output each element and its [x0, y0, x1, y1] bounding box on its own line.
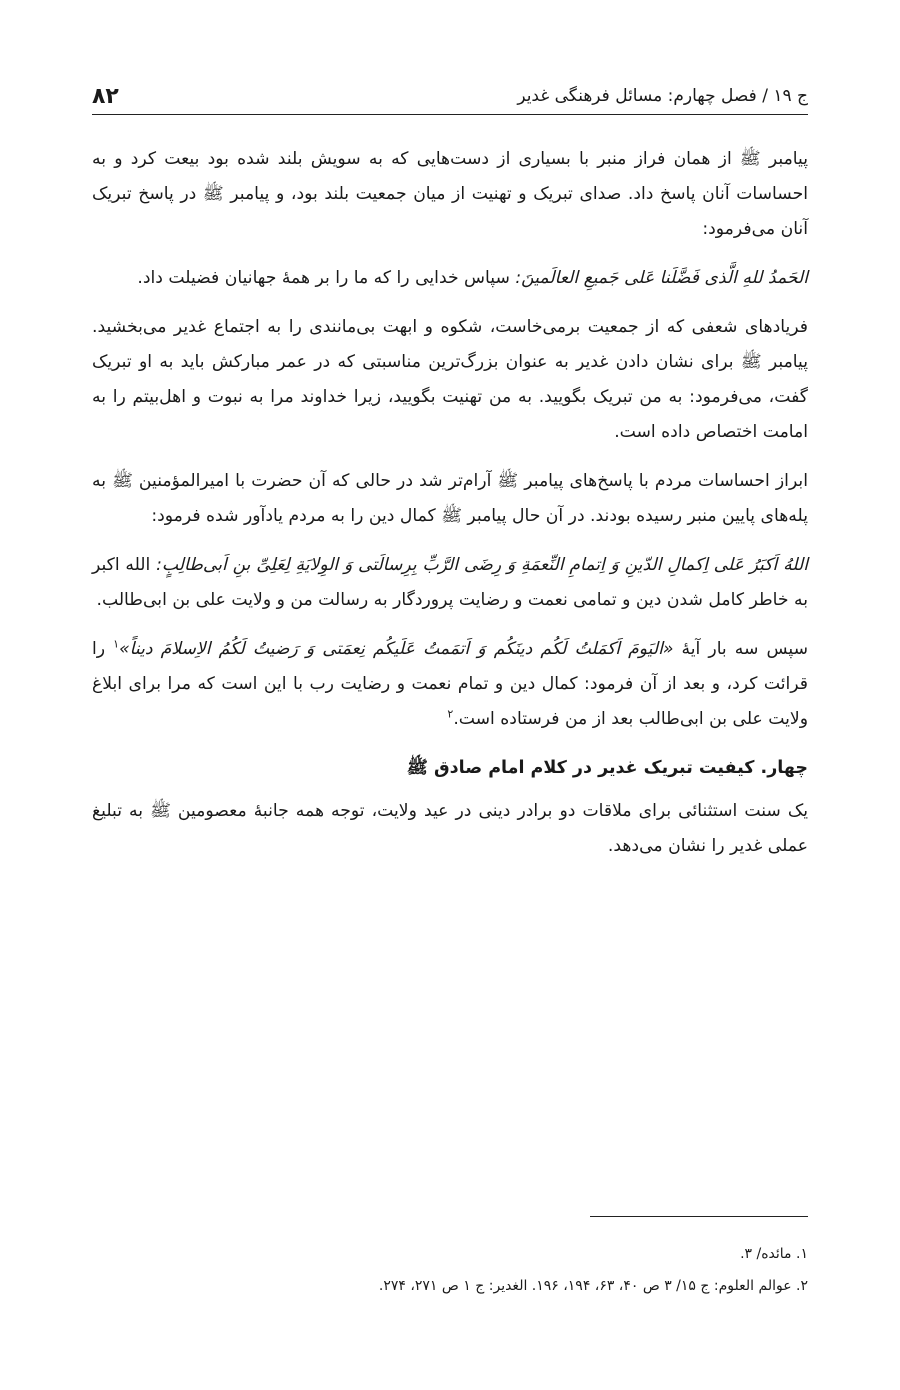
paragraph-text: پیامبر ﷺ از همان فراز منبر با بسیاری از دست‌هایی که به سویش بلند شده بود بیعت کرد و به احساسات آنان پاسخ داد. صدای تبریک و تهنیت از میان جمعیت بلند بود، و پیامبر ﷺ در پاسخ تبریک آنان می‌فرمود:: [92, 149, 808, 239]
paragraph-4: [92, 464, 808, 534]
page-header: [92, 78, 808, 115]
quran-verse: «الیَومَ اَکمَلتُ لَکُم دینَکُم وَ اَتمَمتُ عَلَیکُم نِعمَتی وَ رَضیتُ لَکُمُ الاِسلامَ دیناً»: [119, 639, 674, 659]
paragraph-2: [92, 261, 808, 296]
paragraph-6: [92, 632, 808, 737]
footnotes: [92, 1238, 808, 1302]
arabic-quote: اللهُ اَکبَرُ عَلی اِکمالِ الدّینِ وَ اِتمامِ النِّعمَةِ وَ رِضَی الرَّبِّ بِرِسالَتی وَ الوِلایَةِ لِعَلِیِّ بنِ اَبی‌طالِبٍ:: [156, 555, 808, 575]
paragraph-lead: سپس سه بار آیهٔ: [673, 639, 808, 659]
paragraph-text: یک سنت استثنائی برای ملاقات دو برادر دینی در عید ولایت، توجه همه جانبهٔ معصومین ﷺ به تبلیغ عملی غدیر را نشان می‌دهد.: [92, 801, 808, 856]
arabic-quote: الحَمدُ للهِ الَّذی فَضَّلَنا عَلی جَمیعِ العالَمینَ:: [515, 268, 808, 288]
footnote-ref-2[interactable]: ۲: [447, 707, 454, 721]
section-heading: چهار. کیفیت تبریک غدیر در کلام امام صادق ﷺ: [406, 758, 808, 778]
paragraph-text: سپاس خدایی را که ما را بر همهٔ جهانیان فضیلت داد.: [137, 268, 516, 288]
footnote-divider: [590, 1216, 808, 1217]
paragraph-text: را قرائت کرد، و بعد از آن فرمود: کمال دین و تمام نعمت و رضایت رب با این است که مرا برای ابلاغ ولایت علی بن ابی‌طالب بعد از من فرستاده است.: [92, 639, 808, 729]
page-number: ۸۲: [92, 83, 119, 109]
paragraph-text: ابراز احساسات مردم با پاسخ‌های پیامبر ﷺ آرام‌تر شد در حالی که آن حضرت با امیرالمؤمنین ﷺ به پله‌های پایین منبر رسیده بودند. در آن حال پیامبر ﷺ کمال دین را به مردم یادآور شده فرمود:: [92, 471, 808, 526]
paragraph-1: [92, 142, 808, 247]
running-title: ج ۱۹ / فصل چهارم: مسائل فرهنگی غدیر: [517, 86, 808, 106]
page-body: [92, 142, 808, 878]
footnote-2: ۲. عوالم العلوم: ج ۱۵/ ۳ ص ۴۰، ۶۳، ۱۹۴، ۱۹۶. الغدیر: ج ۱ ص ۲۷۱، ۲۷۴.: [378, 1278, 808, 1294]
paragraph-3: [92, 310, 808, 450]
paragraph-text: الله اکبر به خاطر کامل شدن دین و تمامی نعمت و رضایت پروردگار به رسالت من و ولایت علی بن ابی‌طالب.: [92, 555, 808, 610]
paragraph-text: فریادهای شعفی که از جمعیت برمی‌خاست، شکوه و ابهت بی‌مانندی را به اجتماع غدیر می‌بخشید. پیامبر ﷺ برای نشان دادن غدیر به عنوان بزرگ‌ترین مناسبتی که در عمر مبارکش باید به او تبریک گفت، می‌فرمود: به من تبریک بگویید. به من تهنیت بگویید، زیرا خداوند مرا به نبوت و اهل‌بیتم را به امامت اختصاص داده است.: [92, 317, 808, 442]
footnote-ref-1[interactable]: ۱: [113, 637, 120, 651]
footnote-1: ۱. مائده/ ۳.: [740, 1246, 808, 1262]
paragraph-5: [92, 548, 808, 618]
section-paragraph: [92, 794, 808, 864]
